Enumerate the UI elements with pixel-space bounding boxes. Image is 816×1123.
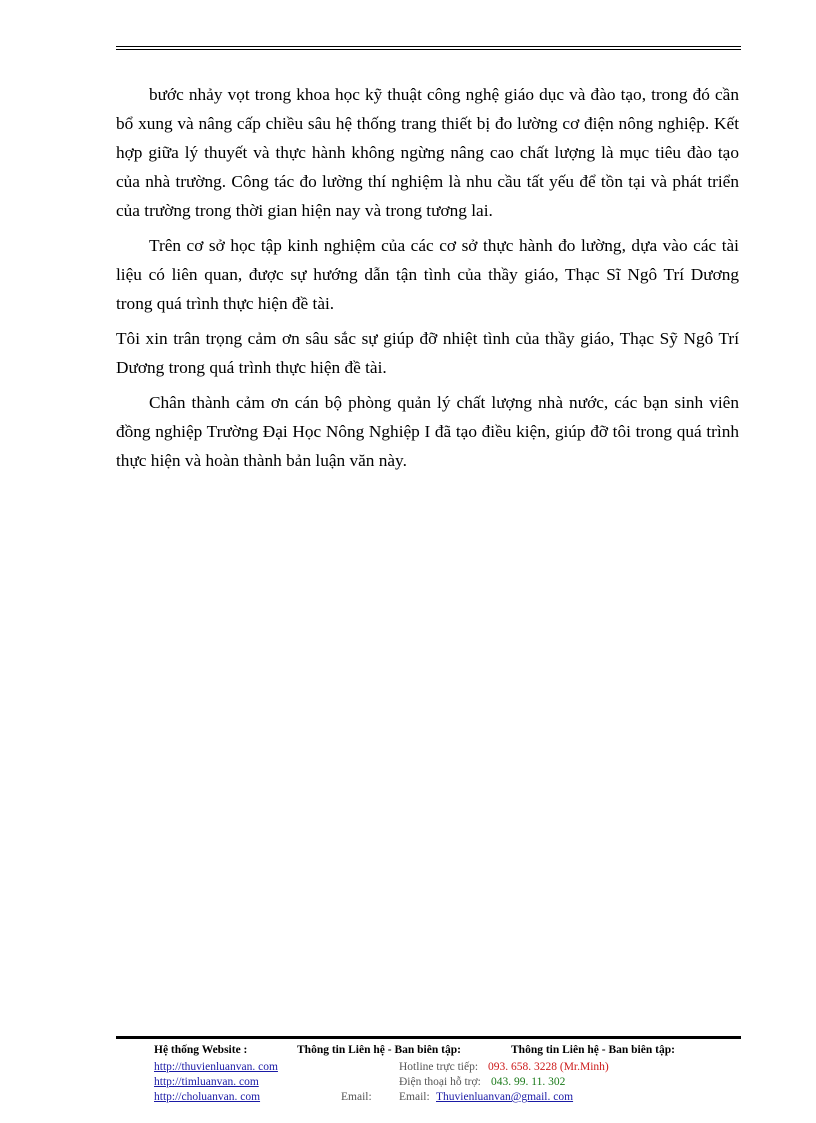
footer-row [116, 1076, 741, 1091]
email-label-left: Email: [341, 1091, 372, 1103]
footer-link-choluanvan[interactable]: http://choluanvan. com [154, 1091, 261, 1103]
footer-link-timluanvan[interactable]: http://timluanvan. com [154, 1076, 259, 1088]
footer-contact-title: Thông tin Liên hệ - Ban biên tập: [297, 1044, 461, 1056]
header-rule [116, 46, 741, 50]
footer-header-row [116, 1039, 741, 1061]
footer-row [116, 1091, 741, 1106]
email-value[interactable]: Thuvienluanvan@gmail. com [436, 1091, 574, 1103]
email-label: Email: [399, 1091, 430, 1103]
hotline-label: Hotline trực tiếp: [399, 1061, 479, 1073]
footer-row [116, 1061, 741, 1076]
footer-website-title: Hệ thống Website : [154, 1044, 248, 1056]
hotline-value: 093. 658. 3228 (Mr.Minh) [488, 1061, 609, 1073]
phone-label: Điện thoại hỗ trợ: [399, 1076, 481, 1088]
paragraph: bước nhảy vọt trong khoa học kỹ thuật công nghệ giáo dục và đào tạo, trong đó cần bổ xung và nâng cấp chiều sâu hệ thống trang thiết bị đo lường cơ điện nông nghiệp. Kết hợp giữa lý thuyết và thực hành không ngừng nâng cao chất lượng là mục tiêu đào tạo của nhà trường. Công tác đo lường thí nghiệm là nhu cầu tất yếu để tồn tại và phát triển của trường trong thời gian hiện nay và trong tương lai. [116, 85, 739, 220]
paragraph: Chân thành cảm ơn cán bộ phòng quản lý chất lượng nhà nước, các bạn sinh viên đồng nghiệp Trường Đại Học Nông Nghiệp I đã tạo điều kiện, giúp đỡ tôi trong quá trình thực hiện và hoàn thành bản luận văn này. [116, 393, 739, 470]
footer-link-thuvienluanvan[interactable]: http://thuvienluanvan. com [154, 1061, 278, 1073]
document-body [116, 80, 739, 481]
footer-contact-title-2: Thông tin Liên hệ - Ban biên tập: [511, 1044, 675, 1056]
paragraph: Trên cơ sở học tập kinh nghiệm của các cơ sở thực hành đo lường, dựa vào các tài liệu có liên quan, được sự hướng dẫn tận tình của thầy giáo, Thạc Sĩ Ngô Trí Dương trong quá trình thực hiện đề tài. [116, 236, 739, 313]
page-footer [116, 1036, 741, 1106]
phone-value: 043. 99. 11. 302 [491, 1076, 566, 1088]
paragraph: Tôi xin trân trọng cảm ơn sâu sắc sự giúp đỡ nhiệt tình của thầy giáo, Thạc Sỹ Ngô Trí Dương trong quá trình thực hiện đề tài. [116, 329, 739, 377]
